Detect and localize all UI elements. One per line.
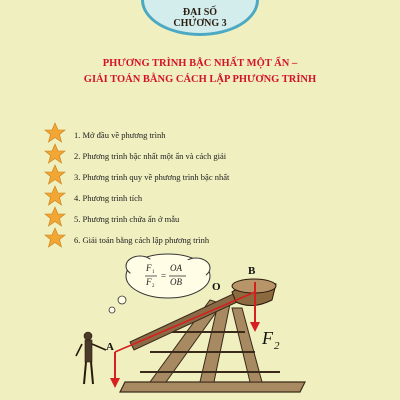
lesson-item xyxy=(44,206,344,227)
star-icon xyxy=(44,143,74,164)
lesson-item xyxy=(44,143,344,164)
chapter-number: CHƯƠNG 3 xyxy=(173,18,227,29)
chapter-title-line-1: PHƯƠNG TRÌNH BẬC NHẤT MỘT ẨN – xyxy=(102,58,298,69)
star-icon xyxy=(44,122,74,143)
chapter-title-line-2: GIẢI TOÁN BẰNG CÁCH LẬP PHƯƠNG TRÌNH xyxy=(83,74,317,85)
star-icon xyxy=(44,206,74,227)
formula-equals: = xyxy=(161,271,167,281)
lesson-list xyxy=(44,122,344,248)
pivot-o-label: O xyxy=(212,281,221,293)
star-icon xyxy=(44,227,74,248)
point-a-label: A xyxy=(106,341,114,353)
lesson-label: 4. Phương trình tích xyxy=(74,193,143,203)
force-arrow-a xyxy=(110,352,120,388)
star-icon xyxy=(44,185,74,206)
lesson-label: 2. Phương trình bậc nhất một ẩn và cách giải xyxy=(74,151,227,161)
catapult-illustration xyxy=(0,252,400,400)
star-icon xyxy=(44,164,74,185)
force-f2-subscript: 2 xyxy=(274,340,280,352)
formula-f1-subscript: 1 xyxy=(152,270,155,275)
lesson-label: 6. Giải toán bằng cách lập phương trình xyxy=(74,235,210,245)
thought-bubble xyxy=(109,254,210,313)
force-f2-label: F xyxy=(262,328,273,348)
point-b-label: B xyxy=(248,265,256,277)
formula-oa: OA xyxy=(170,263,182,273)
lesson-item xyxy=(44,164,344,185)
formula-ob: OB xyxy=(170,277,182,287)
soldier-figure xyxy=(76,332,106,384)
formula-f2-subscript: 2 xyxy=(152,284,155,289)
lesson-item xyxy=(44,227,344,248)
formula-f1: F xyxy=(146,263,152,273)
lesson-item xyxy=(44,122,344,143)
lesson-label: 3. Phương trình quy về phương trình bậc nhất xyxy=(74,172,230,182)
lesson-item xyxy=(44,185,344,206)
lesson-label: 1. Mở đầu về phương trình xyxy=(74,130,166,140)
lesson-label: 5. Phương trình chứa ẩn ở mẫu xyxy=(74,214,180,224)
chapter-subject: ĐẠI SỐ xyxy=(182,7,218,18)
formula-f2: F xyxy=(146,277,152,287)
